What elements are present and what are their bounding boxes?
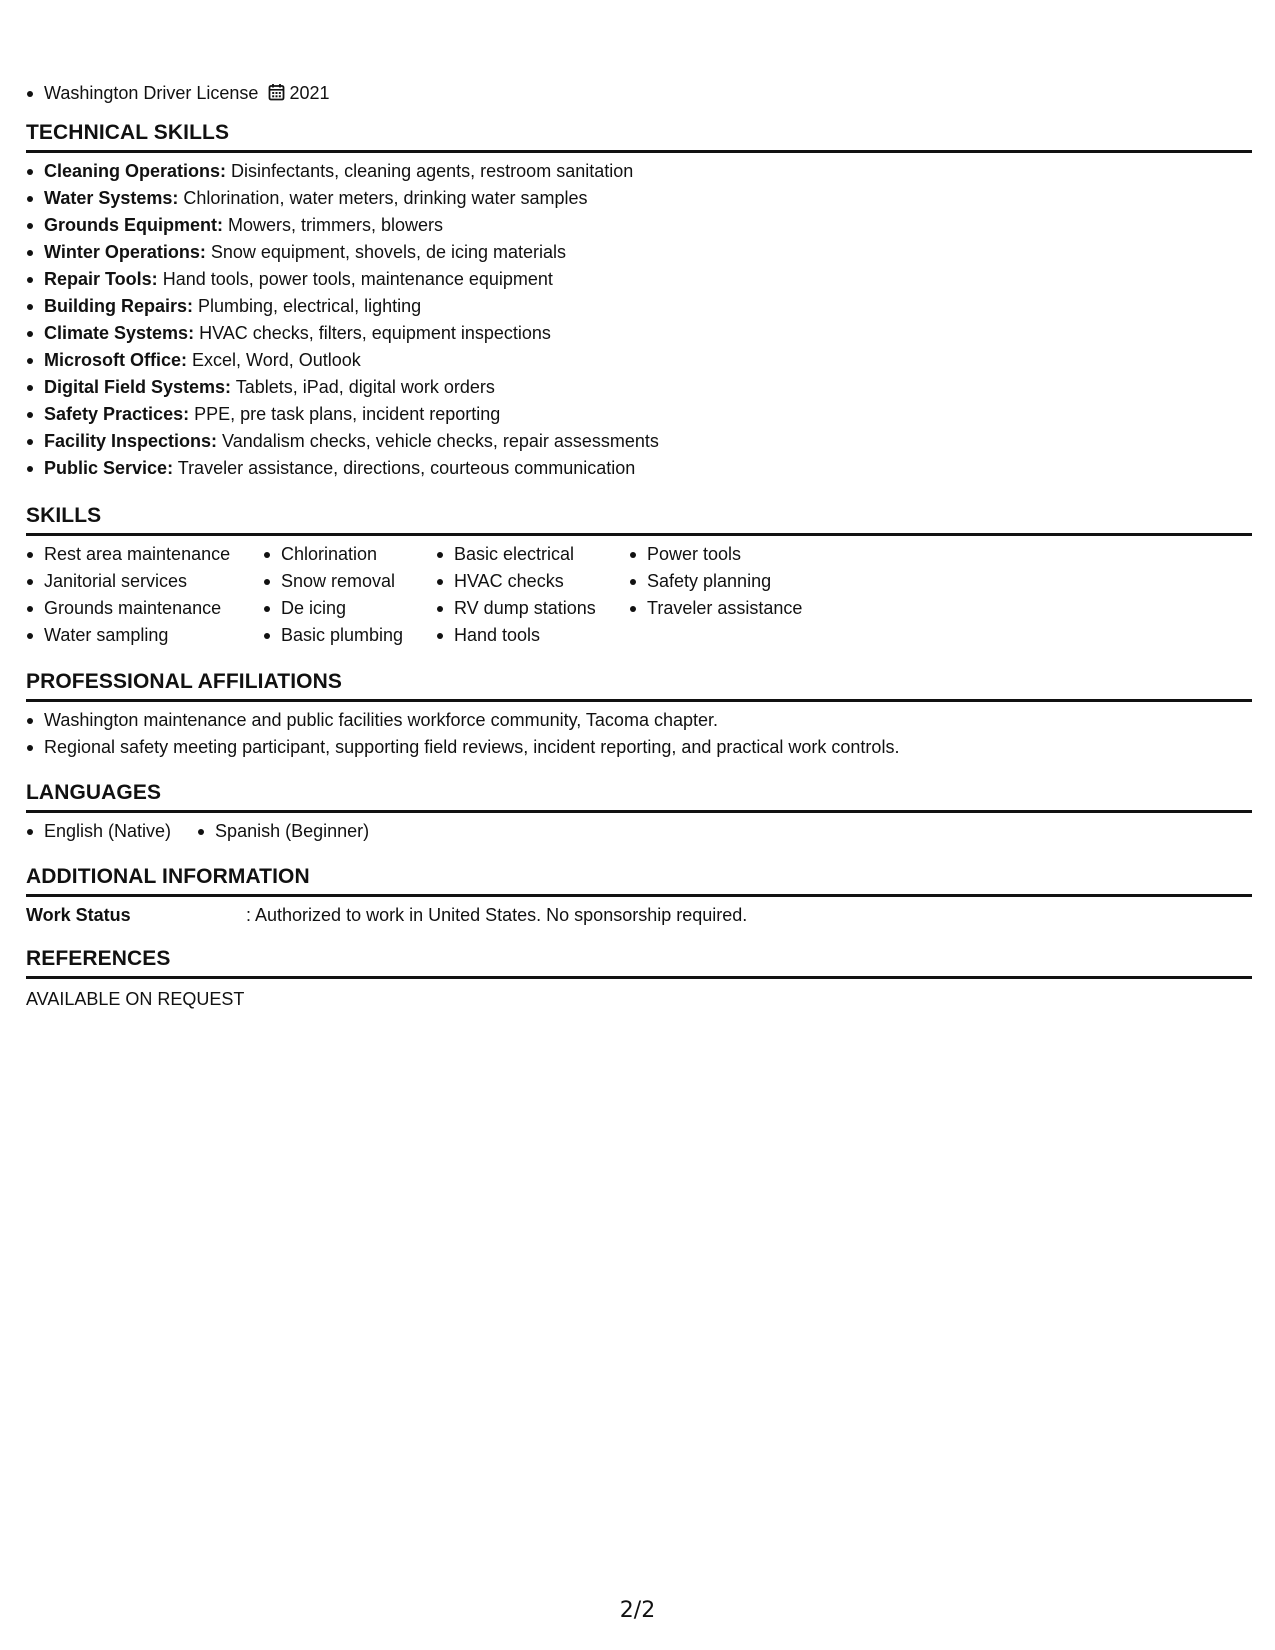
technical-skills-section [26,120,1252,482]
item-label: Microsoft Office: [44,350,188,370]
additional-information-heading: ADDITIONAL INFORMATION [26,864,1252,897]
work-status-value: : Authorized to work in United States. No sponsorship required. [246,905,748,925]
item-text: Hand tools, power tools, maintenance equipment [157,269,553,289]
item-text: Disinfectants, cleaning agents, restroom sanitation [226,161,634,181]
item-label: Winter Operations: [44,242,206,262]
list-item [26,320,1252,347]
list-item: HVAC checks [436,568,629,595]
skills-column [26,541,263,649]
item-text: Vandalism checks, vehicle checks, repair assessments [217,431,659,451]
item-text: PPE, pre task plans, incident reporting [189,404,501,424]
list-item: Water sampling [26,622,263,649]
item-text: HVAC checks, filters, equipment inspections [194,323,551,343]
list-item: Power tools [629,541,849,568]
list-item [26,347,1252,374]
item-text: Mowers, trimmers, blowers [223,215,444,235]
list-item [26,374,1252,401]
item-label: Building Repairs: [44,296,194,316]
skills-section [26,503,1252,649]
item-label: Safety Practices: [44,404,190,424]
calendar-icon [268,82,285,109]
skills-grid [26,541,1252,649]
list-item: RV dump stations [436,595,629,622]
list-item: Washington maintenance and public facilities workforce community, Tacoma chapter. [26,707,1252,734]
list-item [26,239,1252,266]
item-label: Climate Systems: [44,323,195,343]
list-item: De icing [263,595,436,622]
skills-column [629,541,849,649]
item-label: Facility Inspections: [44,431,218,451]
affiliations-heading: PROFESSIONAL AFFILIATIONS [26,669,1252,702]
additional-information-section [26,864,1252,927]
list-item: Spanish (Beginner) [197,818,369,845]
affiliations-list [26,707,1252,761]
references-section [26,946,1252,1011]
list-item [26,185,1252,212]
list-item: Traveler assistance [629,595,849,622]
list-item [26,401,1252,428]
list-item [26,428,1252,455]
list-item: Snow removal [263,568,436,595]
list-item: Rest area maintenance [26,541,263,568]
list-item [26,455,1252,482]
item-text: Excel, Word, Outlook [187,350,361,370]
item-label: Public Service: [44,458,174,478]
work-status-row [26,903,1252,927]
item-label: Grounds Equipment: [44,215,223,235]
languages-list [26,818,1252,845]
list-item: Janitorial services [26,568,263,595]
list-item [26,293,1252,320]
list-item: Grounds maintenance [26,595,263,622]
page-number: 2/2 [619,1598,656,1623]
languages-section [26,780,1252,845]
technical-skills-heading: TECHNICAL SKILLS [26,120,1252,153]
list-item: Hand tools [436,622,629,649]
item-text: Tablets, iPad, digital work orders [231,377,495,397]
certification-label: Washington Driver License [44,83,259,103]
item-label: Water Systems: [44,188,179,208]
languages-heading: LANGUAGES [26,780,1252,813]
references-text: AVAILABLE ON REQUEST [26,989,245,1009]
technical-skills-list [26,158,1252,482]
list-item [26,212,1252,239]
item-label: Cleaning Operations: [44,161,227,181]
list-item: Basic plumbing [263,622,436,649]
item-text: Snow equipment, shovels, de icing materials [205,242,567,262]
affiliations-section [26,669,1252,761]
references-heading: REFERENCES [26,946,1252,979]
list-item: Basic electrical [436,541,629,568]
skills-heading: SKILLS [26,503,1252,536]
item-text: Traveler assistance, directions, courteous communication [173,458,636,478]
work-status-label: Work Status [26,905,131,925]
list-item: Regional safety meeting participant, supporting field reviews, incident reporting, and practical work controls. [26,734,1252,761]
item-label: Repair Tools: [44,269,158,289]
skills-column [263,541,436,649]
list-item: Safety planning [629,568,849,595]
item-text: Plumbing, electrical, lighting [193,296,422,316]
certification-list [26,80,329,109]
item-label: Digital Field Systems: [44,377,232,397]
list-item [26,158,1252,185]
list-item: Chlorination [263,541,436,568]
skills-column [436,541,629,649]
certification-year: 2021 [289,83,330,103]
certification-item [26,80,329,109]
list-item [26,266,1252,293]
item-text: Chlorination, water meters, drinking water samples [178,188,588,208]
list-item: English (Native) [26,818,171,845]
